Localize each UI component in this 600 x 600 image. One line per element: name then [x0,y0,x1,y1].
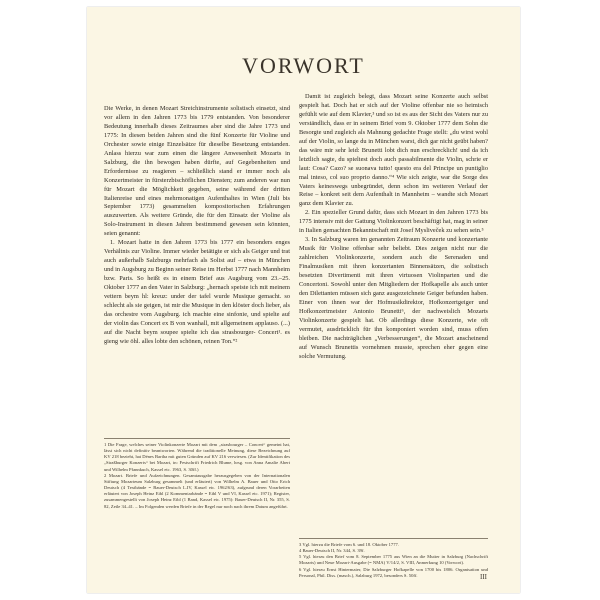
footnote: 1 Die Frage, welches seiner Violinkonzerte Mozart mit dem „strasbourger – Concert“ gemeint hat, lässt sich nicht definitiv beantworten. Während die traditionelle Meinung, diese Bezeichnung auf KV 218 bezieht, hat Dénes Bartha mit guten Gründen auf KV 216 verwiesen. (Zur Identifikation des „Straßburger Konzerts“ bei Mozart, in: Festschrift Friedrich Blume, hrsg. von Anna Amalie Abert und Wilhelm Pfannkuch, Kassel etc. 1963, S. 30ff.) [104,442,290,472]
footnotes-right [299,538,488,579]
paragraph: 3. In Salzburg waren im genannten Zeitraum Konzerte und konzertante Musik für Violine offenbar sehr beliebt. Dies zeigen nicht nur die zahlreichen Violinkonzerte, sondern auch die Serenaden und Finalmusiken mit ihren konzertanten Binnensätzen, die solistisch besetzten Divertimenti mit ihren virtuosen Violinparten und die Concertoni. Sowohl unter den Mitgliedern der Hofkapelle als auch unter den Dilettanten müssen sich ganz ausgezeichnete Geiger befunden haben. Einer von ihnen war der Hofmusikdirektor, Hofkonzertgeiger und Hofkonzertmeister Antonio Brunetti⁶, der nachweislich Mozarts Violinkonzerte gespielt hat. Ob allerdings diese Konzerte, wie oft vermutet, ausdrücklich für ihn komponiert worden sind, muss offen bleiben. Die nachträglichen „Verbesserungen“, die Mozart anscheinend auf Wunsch Brunettis vornehmen musste, sprechen eher gegen eine solche Vermutung. [299,236,488,360]
page-number: III [480,573,487,581]
document-page [87,7,520,593]
footnote: 6 Vgl. hierzu Ernst Hintermaier, Die Salzburger Hofkapelle von 1700 bis 1806. Organisation und Personal, Phil. Diss. (masch.), Salzburg 1972, besonders S. 50ff. [299,566,488,578]
left-column [104,105,290,347]
footnotes-left [104,438,290,510]
footnote: 2 Mozart. Briefe und Aufzeichnungen. Gesamtausgabe herausgegeben von der Internationalen Stiftung Mozarteum Salzburg gesammelt (und erläutert) von Wilhelm A. Bauer und Otto Erich Deutsch (4 Textbände = Bauer-Deutsch I–IV, Kassel etc. 1962/63), aufgrund deren Vorarbeiten erläutert von Joseph Heinz Eibl (2 Kommentarbände = Eibl V und VI, Kassel etc. 1971); Register, zusammengestellt von Joseph Heinz Eibl (1 Band, Kassel etc. 1975): Bauer-Deutsch II, Nr. 355, S. 82, Zeile 34–41. – Im Folgenden werden Briefe in der Regel nur noch nach ihrem Datum angeführt. [104,472,290,509]
page-title: VORWORT [242,53,365,78]
paragraph: Damit ist zugleich belegt, dass Mozart seine Konzerte auch selbst gespielt hat. Doch hat er sich auf der Violine offenbar nie so heimisch gefühlt wie auf dem Klavier,³ und so ist es aus der Sicht des Vaters nur zu verständlich, dass er in seinem Brief vom 9. Oktober 1777 dem Sohn die Besorgte und zugleich als Mahnung gedachte Frage stellt: „du wirst wohl auf der Violin, so lange du in München warst, dich gar nicht geübt haben? das wäre mir sehr leid: Brunetti lobt dich nun erschrecklich! und da ich letztlich sagte, du spieltest doch auch passabilmente die Violin, schrie er laut: Cosa? Cazo? se suonava tutto! questo era del Principe un puntiglio mal inteso, col suo proprio danno.“⁴ Wie sich zeigte, war die Sorge des Vaters keineswegs unbegründet, denn schon im weiteren Verlauf der Reise – konkret seit dem Aufenthalt in Mannheim – wandte sich Mozart ganz dem Klavier zu. [299,93,488,208]
paragraph: Die Werke, in denen Mozart Streichinstrumente solistisch einsetzt, sind vor allem in den Jahren 1773 bis 1779 entstanden. Von besonderer Bedeutung innerhalb dieses Zeitraumes aber sind die Jahre 1773 und 1775: In diesen beiden Jahren sind die fünf Konzerte für Violine und Orchester sowie einige Einzelsätze für dieselbe Besetzung entstanden. Anlass hierzu war zum einen die längere Anwesenheit Mozarts in Salzburg, die ihn bewogen haben dürfte, auf Gegebenheiten und Erfordernisse zu reagieren – schließlich stand er immer noch als Konzertmeister in fürsterzbischöflichen Diensten; zum anderen war nun für Mozart die Möglichkeit gegeben, seine während der dritten Italienreise und eines mehrmonatigen Aufenthaltes in Wien (Juli bis September 1773) gesammelten kompositorischen Erfahrungen auszuwerten. Als weitere Gründe, die für den Einsatz der Violine als Solo-Instrument in diesen Jahren bestimmend gewesen sein könnten, seien genannt: [104,105,290,238]
paragraph: 1. Mozart hatte in den Jahren 1773 bis 1777 ein besonders enges Verhältnis zur Violine. Immer wieder betätigte er sich als Geiger und trat auch außerhalb Salzburgs mehrfach als Solist auf – etwa in München und in Augsburg zu Beginn seiner Reise im Herbst 1777 nach Mannheim bzw. Paris. So heißt es in einem Brief aus Augsburg vom 23.–25. Oktober 1777 an den Vater in Salzburg: „hernach speiste ich mit meinem vettern beym hl: kreuz: under der tafel wurde Musique gemacht. so schlecht als sie geigen, ist mir die Musique in den klöster doch lieber, als das orchestre vom Augsburg. ich machte eine sinfonie, und spielte auf der violin das Concert ex B von wanhall, mit allgemeinem applauso. (...) auf die Nacht beym soupee spielte ich das strasbourger- Concert¹. es gieng wie öhl. alles lobte den schönen, reinen Ton.“² [104,239,290,345]
footnote: 4 Bauer-Deutsch II, Nr. 344, S. 39f. [299,548,365,554]
paragraph: 2. Ein spezieller Grund dafür, dass sich Mozart in den Jahren 1773 bis 1775 intensiv mit der Gattung Violinkonzert beschäftigt hat, mag in seiner in Italien gemachten Bekanntschaft mit Josef Mysliveček zu sehen sein.⁵ [299,209,488,235]
footnote: 3 Vgl. hierzu die Briefe vom 6. und 18. Oktober 1777. [299,542,399,547]
right-column [299,93,488,362]
footnote: 5 Vgl. hierzu den Brief vom 8. September 1775 aus Wien an die Mutter in Salzburg (Nachschrift Mozarts) und Neue Mozart-Ausgabe (= NMA) V/14/2, S. VIII, Anmerkung 10 (Vorwort). [299,554,488,566]
